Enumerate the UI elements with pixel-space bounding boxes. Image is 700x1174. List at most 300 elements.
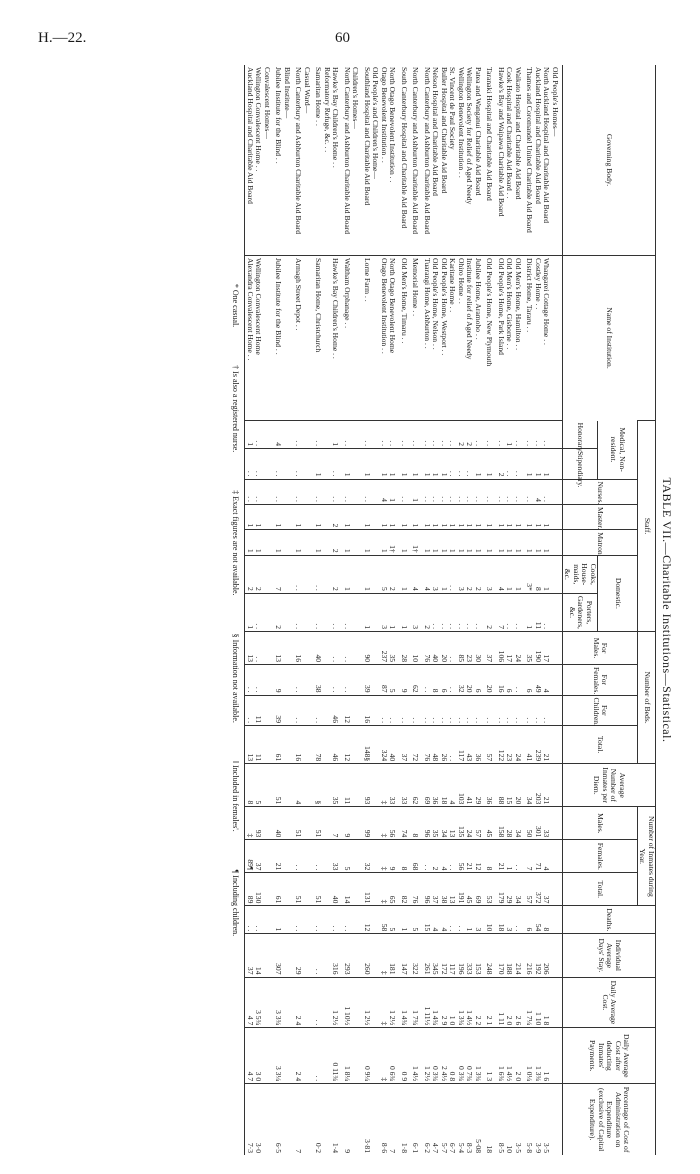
cell-bc: . .: [474, 695, 486, 725]
cell-av: 18: [440, 764, 449, 807]
cell-im: 45: [485, 807, 497, 840]
cell-ni: Karitane Home . .: [448, 256, 457, 421]
cell-bm: 85: [457, 632, 466, 665]
cell-ma: [371, 504, 380, 529]
cell-nu: 4: [380, 479, 389, 504]
cell-nu: . .: [465, 479, 474, 504]
cell-bt: 61: [274, 726, 283, 764]
cell-ms: [283, 449, 295, 479]
cell-pc: 6·5: [274, 1084, 283, 1155]
cell-gb: Wellington Benevolent Institution . .: [457, 67, 466, 178]
cell-if: 89¶: [245, 840, 254, 873]
cell-bf: [283, 665, 295, 695]
cell-ni: North Otago Benevolent Home: [388, 256, 400, 421]
cell-av: 4: [448, 764, 457, 807]
cell-dc: 1 10: [534, 977, 543, 1028]
cell-ni: Hawke's Bay Children's Home . .: [331, 256, 343, 421]
cell-bt: [371, 726, 380, 764]
cell-im: 51: [314, 807, 323, 840]
cell-it: 38: [440, 873, 449, 906]
cell-pc: 7: [388, 1084, 400, 1155]
cell-if: . .: [423, 840, 432, 873]
cell-mt: 1: [294, 530, 303, 555]
cell-im: [551, 807, 563, 840]
cell-it: 191: [457, 873, 466, 906]
cell-bc: [263, 695, 275, 725]
cell-nu: . .: [457, 479, 466, 504]
cell-dn: 2 4: [294, 1028, 303, 1084]
cell-ck: 4: [411, 555, 423, 593]
cell-av: 36: [431, 764, 440, 807]
cell-nu: . .: [431, 479, 440, 504]
cell-mt: 1: [542, 530, 551, 555]
cell-dc: 1 4½: [465, 977, 474, 1028]
cell-bm: [323, 632, 332, 665]
cell-st: 261: [423, 934, 432, 977]
cell-mh: . .: [514, 421, 526, 449]
cell-mh: . .: [485, 421, 497, 449]
cell-mt: 1: [274, 530, 283, 555]
cell-bf: . .: [245, 665, 254, 695]
cell-pc: [351, 1084, 363, 1155]
cell-it: ‡: [380, 873, 389, 906]
cell-bf: 9: [400, 665, 412, 695]
cell-mh: 2: [465, 421, 474, 449]
cell-ms: [371, 449, 380, 479]
cell-ni: [551, 256, 563, 421]
cell-nu: 1: [411, 479, 423, 504]
cell-bc: 12: [343, 695, 352, 725]
cell-bc: . .: [294, 695, 303, 725]
cell-mh: [551, 421, 563, 449]
cell-ma: 1: [343, 504, 352, 529]
cell-im: 93: [254, 807, 263, 840]
cell-gb: North Canterbury and Ashburton Charitable Aid Board: [423, 67, 432, 235]
cell-bf: 6: [525, 665, 534, 695]
cell-it: 372: [534, 873, 543, 906]
cell-bf: [263, 665, 275, 695]
cell-av: 203: [534, 764, 543, 807]
cell-po: . .: [457, 593, 466, 631]
cell-st: 192: [534, 934, 543, 977]
cell-dn: 3 3¼: [274, 1028, 283, 1084]
cell-nu: . .: [474, 479, 486, 504]
cell-dc: [323, 977, 332, 1028]
cell-ni: Samaritan Home, Christchurch: [314, 256, 323, 421]
cell-bc: 11: [254, 695, 263, 725]
cell-de: 10: [485, 906, 497, 934]
cell-dn: . .: [314, 1028, 323, 1084]
cell-mt: [263, 530, 275, 555]
cell-dc: [263, 977, 275, 1028]
cell-de: [283, 906, 295, 934]
cell-pc: 9: [343, 1084, 352, 1155]
cell-gb: Waikato Hospital and Charitable Aid Board: [514, 67, 523, 200]
cell-ms: . .: [448, 449, 457, 479]
cell-bf: 6: [474, 665, 486, 695]
cell-bf: 32: [457, 665, 466, 695]
cell-pc: [283, 1084, 295, 1155]
cell-dn: 0 9¼: [363, 1028, 372, 1084]
cell-bc: . .: [542, 695, 551, 725]
cell-dn: 1 8¼: [343, 1028, 352, 1084]
cell-av: [283, 764, 295, 807]
cell-bt: 78: [314, 726, 323, 764]
cell-bc: [551, 695, 563, 725]
cell-bm: [263, 632, 275, 665]
header-medical: Medical, Non-resident.: [598, 421, 638, 479]
cell-bc: . .: [448, 695, 457, 725]
cell-mh: [371, 421, 380, 449]
cell-it: 131: [363, 873, 372, 906]
cell-im: 34: [440, 807, 449, 840]
cell-gb: Cook Hospital and Charitable Aid Board . .: [505, 67, 515, 199]
cell-mh: . .: [448, 421, 457, 449]
cell-bc: . .: [485, 695, 497, 725]
cell-dn: [303, 1028, 315, 1084]
cell-av: 103: [457, 764, 466, 807]
cell-bt: [351, 726, 363, 764]
cell-if: 32: [363, 840, 372, 873]
cell-gb: Auckland Hospital and Charitable Aid Board: [245, 65, 254, 256]
cell-mt: 2: [331, 530, 343, 555]
cell-ni: Alexandra Convalescent Home . .: [245, 256, 254, 421]
cell-po: 1: [245, 593, 254, 631]
cell-ms: . .: [514, 449, 526, 479]
cell-nu: . .: [485, 479, 497, 504]
cell-mh: . .: [497, 421, 506, 449]
cell-bc: . .: [314, 695, 323, 725]
cell-ms: 1: [474, 449, 486, 479]
cell-ck: . .: [314, 555, 323, 593]
cell-gb: Children's Homes—: [351, 67, 361, 129]
cell-it: 96: [423, 873, 432, 906]
header-stipendiary: Stipendiary.: [563, 449, 598, 479]
cell-po: 7: [497, 593, 506, 631]
table-row: [294, 65, 303, 1155]
cell-mh: . .: [400, 421, 412, 449]
cell-bc: . .: [380, 695, 389, 725]
cell-mt: [283, 530, 295, 555]
cell-bc: [371, 695, 380, 725]
cell-ma: [263, 504, 275, 529]
cell-bf: . .: [423, 665, 432, 695]
cell-ms: 1: [440, 449, 449, 479]
cell-nu: [351, 479, 363, 504]
cell-ck: [351, 555, 363, 593]
cell-de: 58: [380, 906, 389, 934]
cell-gb: Wellington Convalescent Home . .: [254, 67, 264, 172]
cell-nu: . .: [497, 479, 506, 504]
cell-st: 181: [388, 934, 400, 977]
cell-ma: 1: [440, 504, 449, 529]
cell-nu: 4: [534, 479, 543, 504]
cell-bc: . .: [245, 695, 254, 725]
cell-bc: 16: [363, 695, 372, 725]
cell-po: . .: [294, 593, 303, 631]
cell-ni: Tuarangi Home, Ashburton . .: [423, 256, 432, 421]
cell-ma: [551, 504, 563, 529]
cell-dn: [263, 1028, 275, 1084]
cell-st: 316: [331, 934, 343, 977]
cell-de: . .: [457, 906, 466, 934]
cell-mh: . .: [423, 421, 432, 449]
cell-bc: [323, 695, 332, 725]
cell-dn: 0 3¾: [457, 1028, 466, 1084]
cell-dc: 1 0: [448, 977, 457, 1028]
cell-bt: 12: [343, 726, 352, 764]
cell-it: 53: [485, 873, 497, 906]
cell-mh: . .: [474, 421, 486, 449]
cell-if: [263, 840, 275, 873]
cell-if: 21: [274, 840, 283, 873]
cell-de: . .: [254, 906, 263, 934]
table-row: [551, 65, 563, 1155]
cell-st: 260: [363, 934, 372, 977]
cell-ck: . .: [448, 555, 457, 593]
cell-bt: 122: [497, 726, 506, 764]
cell-bt: [283, 726, 295, 764]
cell-ck: 8: [534, 555, 543, 593]
cell-ck: 4: [423, 555, 432, 593]
cell-de: [351, 906, 363, 934]
cell-dn: [323, 1028, 332, 1084]
cell-ni: Ohiro Home . .: [457, 256, 466, 421]
cell-bm: [303, 632, 315, 665]
cell-dn: 1 3: [485, 1028, 497, 1084]
cell-mt: 1: [474, 530, 486, 555]
cell-mh: [351, 421, 363, 449]
cell-pc: 3·9: [534, 1084, 543, 1155]
cell-ms: 1: [485, 449, 497, 479]
cell-dc: 1 2½: [388, 977, 400, 1028]
cell-av: [323, 764, 332, 807]
table-row: [440, 65, 449, 1155]
page-number: 60: [335, 30, 350, 46]
cell-st: 29: [294, 934, 303, 977]
cell-im: [303, 807, 315, 840]
cell-it: 76: [411, 873, 423, 906]
cell-it: 37: [431, 873, 440, 906]
table-row: [534, 65, 543, 1155]
cell-gb: Convalescent Homes—: [263, 67, 272, 139]
cell-ni: Old Men's Home, Gisborne . .: [505, 256, 514, 421]
cell-av: [263, 764, 275, 807]
cell-pc: 4·7: [431, 1084, 440, 1155]
cell-ms: 1: [314, 449, 323, 479]
cell-de: . .: [294, 906, 303, 934]
cell-ma: 1: [474, 504, 486, 529]
table-title: TABLE VII.—Charitable Institutions—Statistical.: [660, 477, 674, 743]
cell-dn: 1 4½: [411, 1028, 423, 1084]
cell-dn: 2 4½: [440, 1028, 449, 1084]
cell-it: 14: [343, 873, 352, 906]
cell-nu: . .: [542, 479, 551, 504]
cell-it: 61: [274, 873, 283, 906]
cell-mt: [323, 530, 332, 555]
cell-bm: . .: [254, 632, 263, 665]
table-row: [263, 65, 275, 1155]
cell-gb: North Auckland Hospital and Charitable Aid Board: [542, 67, 552, 224]
cell-gb: Otago Benevolent Institution . .: [380, 67, 389, 163]
cell-gb: Old People's Homes—: [551, 67, 560, 137]
cell-bm: 17: [505, 632, 514, 665]
cell-dn: 2 0: [514, 1028, 526, 1084]
cell-if: 7: [525, 840, 534, 873]
cell-ma: 1: [542, 504, 551, 529]
cell-dc: 1 4¾: [400, 977, 412, 1028]
cell-nu: . .: [343, 479, 352, 504]
cell-av: 88: [497, 764, 506, 807]
cell-dc: 1 4¾: [431, 977, 440, 1028]
cell-bc: . .: [525, 695, 534, 725]
cell-de: 5: [411, 906, 423, 934]
table-row: [283, 65, 295, 1155]
cell-bm: 76: [423, 632, 432, 665]
cell-bt: . .: [448, 726, 457, 764]
cell-it: 57: [525, 873, 534, 906]
table-row: [323, 65, 332, 1155]
cell-bc: . .: [505, 695, 514, 725]
cell-dc: [371, 977, 380, 1028]
table-row: [314, 65, 323, 1155]
cell-ma: 1: [388, 504, 400, 529]
cell-po: [551, 593, 563, 631]
cell-mh: 1: [331, 421, 343, 449]
cell-mh: . .: [542, 421, 551, 449]
cell-dc: 2 6: [514, 977, 526, 1028]
cell-gb: Wellington Society for Relief of Aged Needy: [465, 67, 475, 205]
cell-nu: . .: [423, 479, 432, 504]
cell-bf: 87: [380, 665, 389, 695]
cell-ms: [263, 449, 275, 479]
cell-it: 40: [331, 873, 343, 906]
cell-if: . .: [314, 840, 323, 873]
cell-ma: 1: [294, 504, 303, 529]
cell-bf: . .: [343, 665, 352, 695]
cell-po: 2: [423, 593, 432, 631]
header-beds-children: For Children.: [563, 695, 638, 725]
cell-pc: 7·3: [245, 1084, 254, 1155]
table-row: [485, 65, 497, 1155]
cell-if: 68: [411, 840, 423, 873]
cell-mt: 1: [343, 530, 352, 555]
cell-if: [551, 840, 563, 873]
cell-dc: 2 2: [474, 977, 486, 1028]
cell-im: 57: [474, 807, 486, 840]
cell-dc: [303, 977, 315, 1028]
cell-nu: [551, 479, 563, 504]
cell-dn: 1 4½: [505, 1028, 514, 1084]
cell-ms: 1: [363, 449, 372, 479]
cell-bt: 36: [474, 726, 486, 764]
cell-st: [351, 934, 363, 977]
cell-bt: [303, 726, 315, 764]
cell-ma: 1: [457, 504, 466, 529]
cell-gb: Auckland Hospital and Charitable Aid Board: [534, 67, 543, 204]
cell-dc: 3 3¾: [274, 977, 283, 1028]
cell-mt: [551, 530, 563, 555]
cell-bt: 117: [457, 726, 466, 764]
cell-mt: 1: [423, 530, 432, 555]
cell-av: 33: [400, 764, 412, 807]
cell-dc: 1 7¾: [411, 977, 423, 1028]
cell-ms: 1: [388, 449, 400, 479]
cell-if: 12: [474, 840, 486, 873]
cell-pc: 8·5: [497, 1084, 506, 1155]
cell-bc: 39: [274, 695, 283, 725]
cell-ck: . .: [294, 555, 303, 593]
cell-im: 135: [457, 807, 466, 840]
cell-av: 4: [294, 764, 303, 807]
cell-it: [303, 873, 315, 906]
cell-ni: Wellington Convalescent Home: [254, 256, 263, 421]
cell-ma: 1: [485, 504, 497, 529]
cell-bm: 20: [440, 632, 449, 665]
cell-st: 333: [465, 934, 474, 977]
cell-dc: 2 4: [294, 977, 303, 1028]
cell-de: . .: [331, 906, 343, 934]
cell-if: . .: [448, 840, 457, 873]
cell-ms: . .: [294, 449, 303, 479]
cell-dn: [371, 1028, 380, 1084]
cell-mh: 1: [505, 421, 514, 449]
cell-if: 71: [534, 840, 543, 873]
cell-mt: 1: [448, 530, 457, 555]
cell-dn: [351, 1028, 363, 1084]
cell-pc: 3·0: [254, 1084, 263, 1155]
cell-bf: . .: [254, 665, 263, 695]
table-body: [245, 65, 563, 1155]
cell-im: 99: [363, 807, 372, 840]
cell-mh: 2: [457, 421, 466, 449]
cell-it: 51: [294, 873, 303, 906]
table-row: [388, 65, 400, 1155]
cell-ms: [551, 449, 563, 479]
cell-de: 1: [400, 906, 412, 934]
cell-ma: 1: [431, 504, 440, 529]
cell-if: 33: [331, 840, 343, 873]
cell-ck: [371, 555, 380, 593]
cell-bc: . .: [411, 695, 423, 725]
cell-nu: . .: [245, 479, 254, 504]
cell-st: [303, 934, 315, 977]
cell-po: . .: [465, 593, 474, 631]
cell-dn: 3 0: [254, 1028, 263, 1084]
cell-dn: 1 6¾: [497, 1028, 506, 1084]
cell-ni: Otago Benevolent Institution . .: [380, 256, 389, 421]
cell-mt: 1: [514, 530, 526, 555]
cell-ni: [371, 256, 380, 421]
cell-bm: 90: [363, 632, 372, 665]
cell-pc: 5·7: [440, 1084, 449, 1155]
table-row: [423, 65, 432, 1155]
cell-bt: [323, 726, 332, 764]
header-nurses: Nurses.: [563, 479, 638, 504]
cell-pc: 1·4: [331, 1084, 343, 1155]
cell-if: ‡: [380, 840, 389, 873]
cell-bt: 148§: [363, 726, 372, 764]
cell-bf: [323, 665, 332, 695]
cell-ni: Old People's Home, New Plymouth: [485, 256, 497, 421]
cell-de: [323, 906, 332, 934]
cell-gb: South Canterbury Hospital and Charitable Aid Board: [400, 67, 409, 229]
cell-ck: 5: [380, 555, 389, 593]
header-avg-inmates: Average Number of Inmates per Diem.: [563, 764, 656, 807]
header-porters: Porters, Gardeners, &c.: [563, 593, 598, 631]
cell-po: [351, 593, 363, 631]
cell-mt: 1: [534, 530, 543, 555]
